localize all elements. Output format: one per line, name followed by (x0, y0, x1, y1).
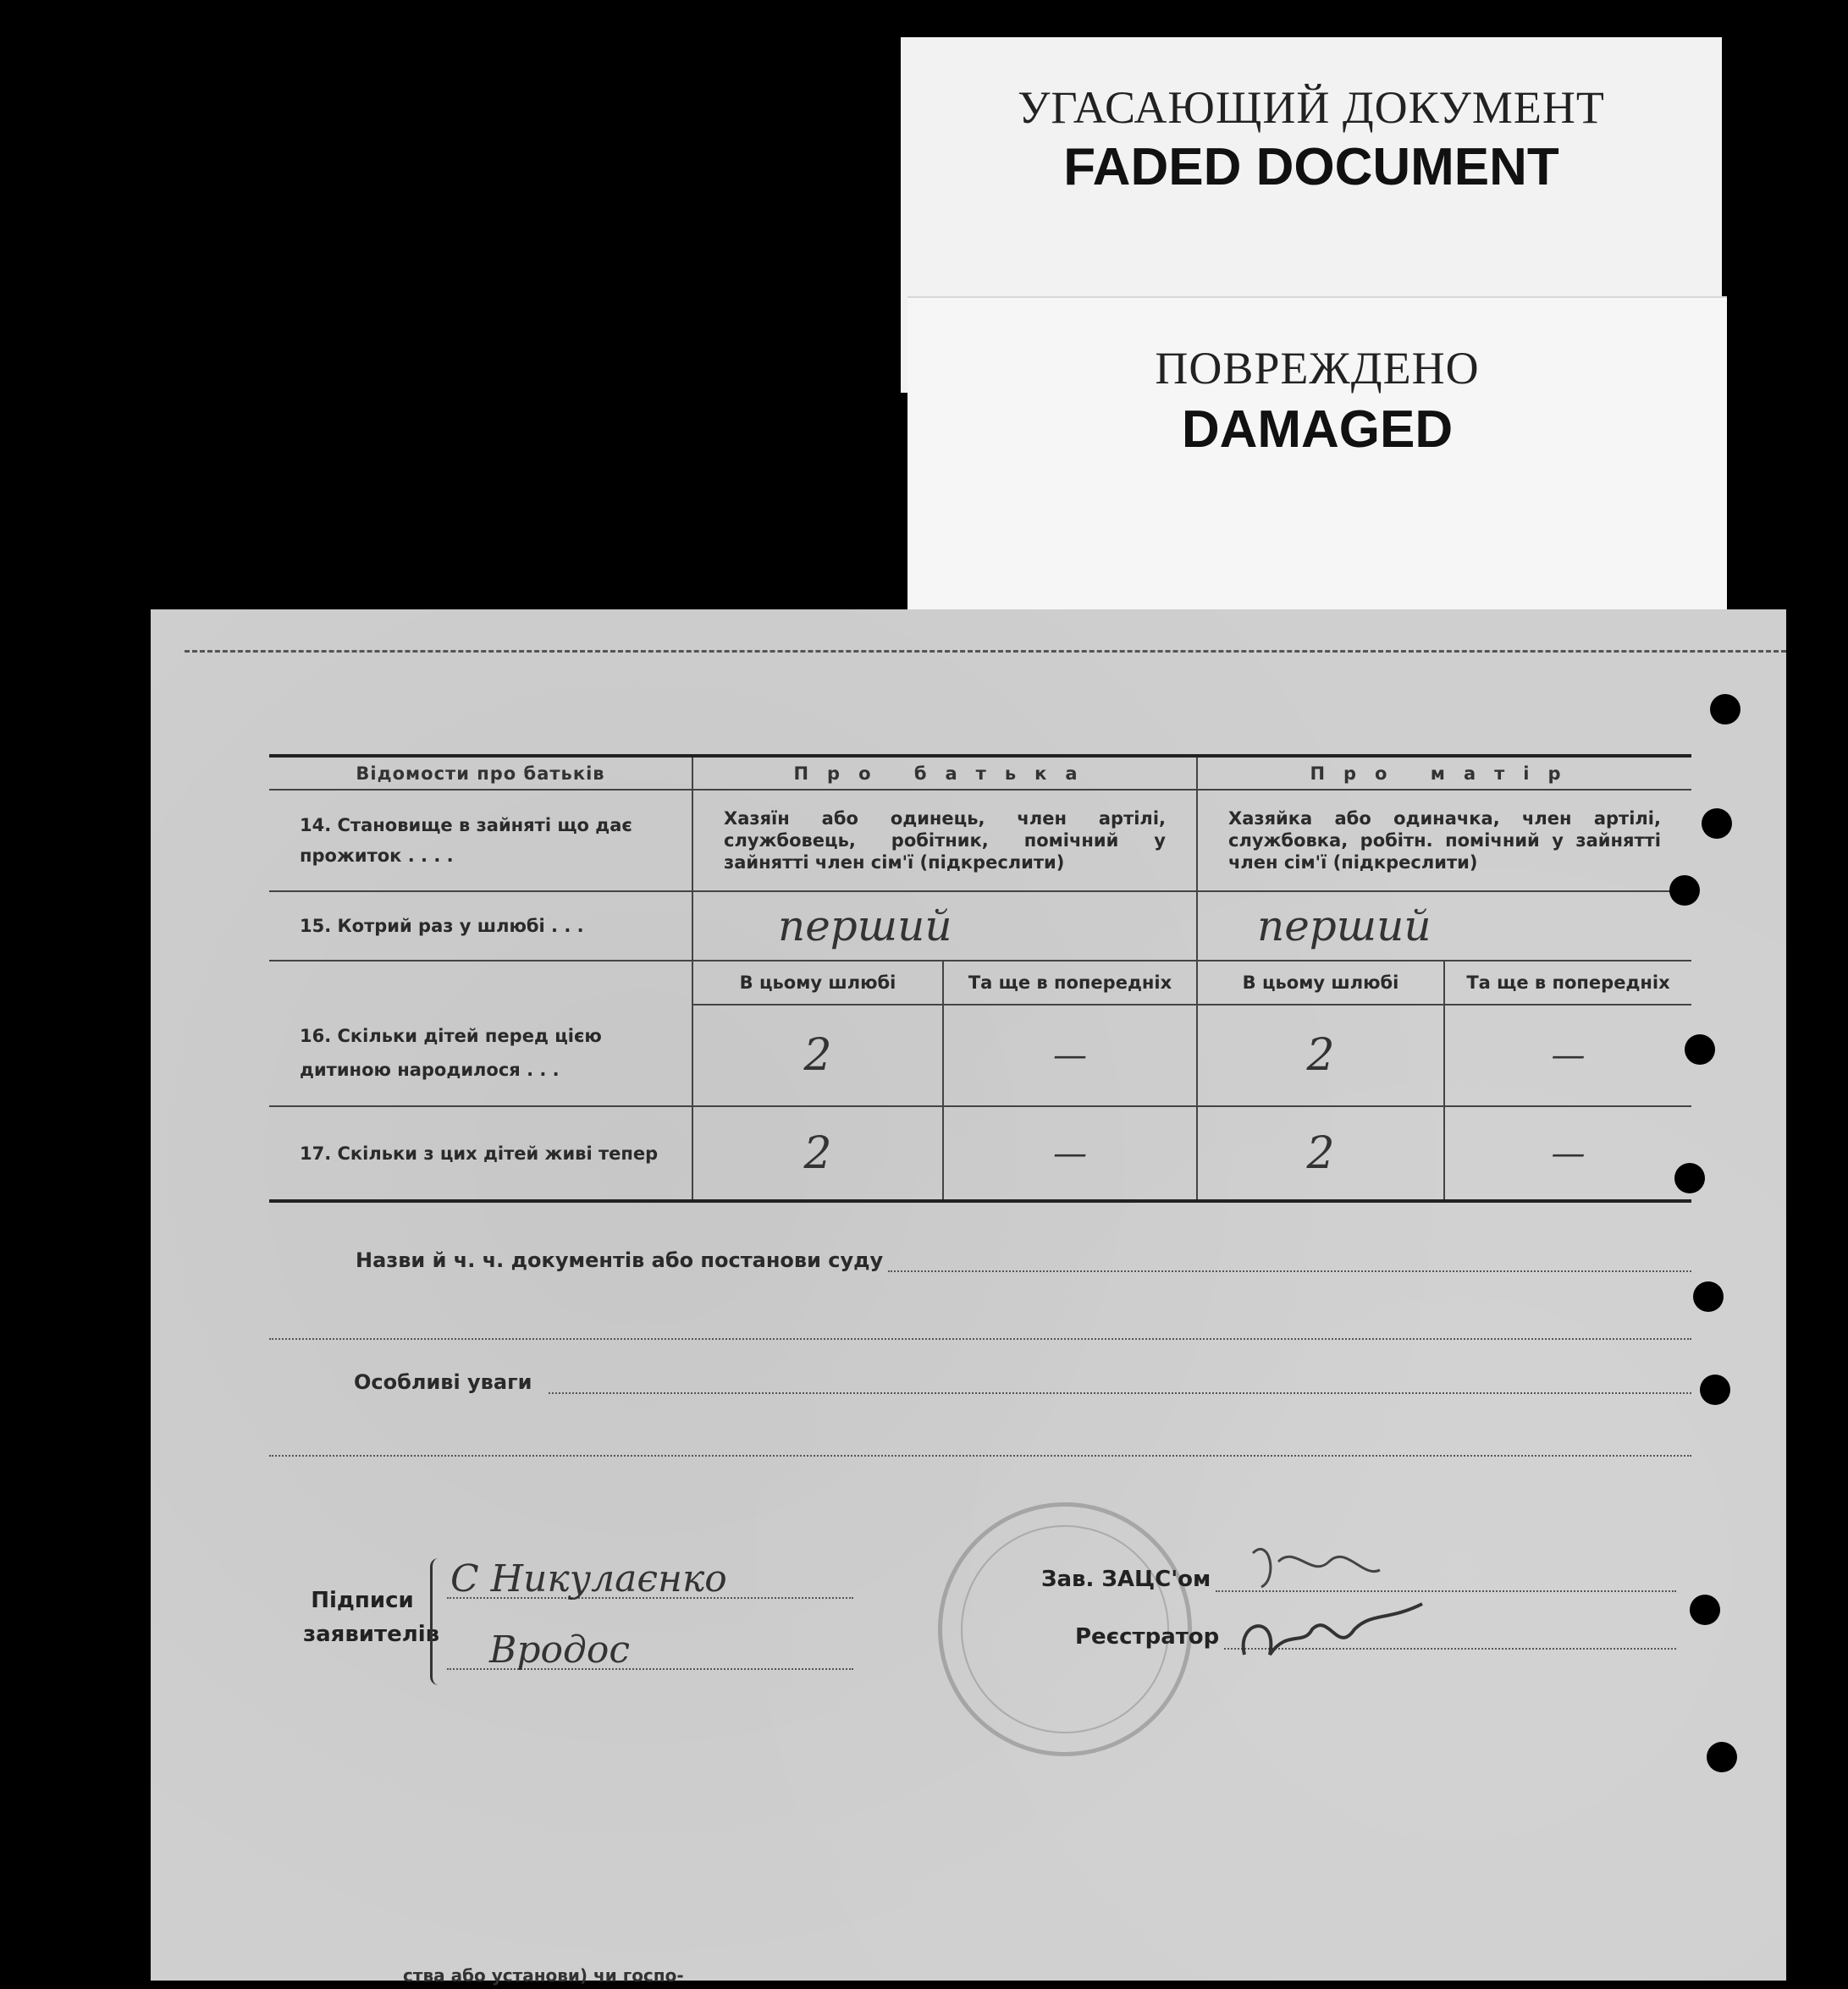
documents-line-2 (269, 1321, 1691, 1340)
applicant-2-line (447, 1621, 853, 1670)
header-about-father: Про батька (692, 756, 1197, 790)
row16-mother-this: 2 (1197, 1005, 1444, 1106)
header-parents-info: Відомости про батьків (269, 756, 692, 790)
row14-mother: Хазяйка або одиначка, член артілі, службовка, робітн. помічний у зайнятті член сім'ї (підкреслити) (1197, 790, 1691, 891)
applicants-label-1: Підписи (311, 1588, 414, 1613)
registrar-label: Реєстратор (1075, 1624, 1220, 1650)
punch-hole (1710, 694, 1740, 725)
subheader-mother-prev: Та ще в попередніх (1444, 961, 1691, 1005)
punch-hole (1707, 1742, 1737, 1772)
row14-label: 14. Становище в зайняті що дає прожиток . . . . (269, 790, 692, 891)
punch-hole (1702, 808, 1732, 839)
faded-label-en: FADED DOCUMENT (1063, 138, 1559, 196)
damaged-label-en: DAMAGED (1181, 400, 1454, 459)
subheader-mother-this: В цьому шлюбі (1197, 961, 1444, 1005)
row15-label: 15. Котрий раз у шлюбі . . . (269, 891, 692, 961)
official-signature-block (1041, 1536, 1676, 1689)
row17-mother-prev: — (1444, 1106, 1691, 1201)
documents-line (888, 1253, 1691, 1272)
punch-hole (1700, 1375, 1730, 1405)
row15-mother-value: перший (1197, 891, 1691, 961)
applicants-signature-block (303, 1550, 743, 1685)
row16-mother-prev: — (1444, 1005, 1691, 1106)
remarks-line (549, 1375, 1691, 1394)
applicants-label-2: заявителів (303, 1622, 440, 1647)
form-sheet (151, 609, 1786, 1986)
applicant-1-signature: С Никулаєнко (450, 1557, 727, 1601)
row17-father-this: 2 (692, 1106, 943, 1201)
form-inner-page (185, 650, 1786, 1986)
subheader-father-this: В цьому шлюбі (692, 961, 943, 1005)
remarks-label: Особливі уваги (354, 1370, 532, 1394)
row17-mother-this: 2 (1197, 1106, 1444, 1201)
punch-hole (1690, 1595, 1720, 1625)
row16-label: 16. Скільки дітей перед цією дитиною народилося . . . (269, 961, 692, 1106)
remarks-line-2 (269, 1438, 1691, 1457)
punch-hole (1669, 875, 1700, 906)
punch-hole (1685, 1034, 1715, 1065)
row14-father: Хазяїн або одинець, член артілі, службовець, робітник, помічний у зайнятті член сім'ї (підкреслити) (692, 790, 1197, 891)
row16-father-prev: — (943, 1005, 1197, 1106)
documents-field (269, 1248, 1691, 1272)
subheader-father-prev: Та ще в попередніх (943, 961, 1197, 1005)
parents-info-table (269, 754, 1691, 1203)
faded-label-ru: УГАСАЮЩИЙ ДОКУМЕНТ (1018, 82, 1605, 133)
header-about-mother: Про матір (1197, 756, 1691, 790)
row17-label: 17. Скільки з цих дітей живі тепер (269, 1106, 692, 1201)
damaged-label-ru: ПОВРЕЖДЕНО (1155, 343, 1480, 394)
row15-father-value: перший (692, 891, 1197, 961)
punch-hole (1693, 1281, 1724, 1312)
row17-father-prev: — (943, 1106, 1197, 1201)
row16-father-this: 2 (692, 1005, 943, 1106)
handwritten-signatures (1227, 1528, 1481, 1680)
remarks-field (269, 1370, 1691, 1394)
head-label: Зав. ЗАЦС'ом (1041, 1567, 1211, 1592)
applicant-1-line (447, 1550, 853, 1599)
documents-label: Назви й ч. ч. документів або постанови суду (356, 1248, 884, 1272)
footer-cut-text: ства або установи) чи госпо- (403, 1965, 684, 1986)
punch-hole (1674, 1163, 1705, 1193)
damaged-document-label (907, 298, 1727, 613)
applicant-2-signature: Вродос (489, 1628, 631, 1672)
